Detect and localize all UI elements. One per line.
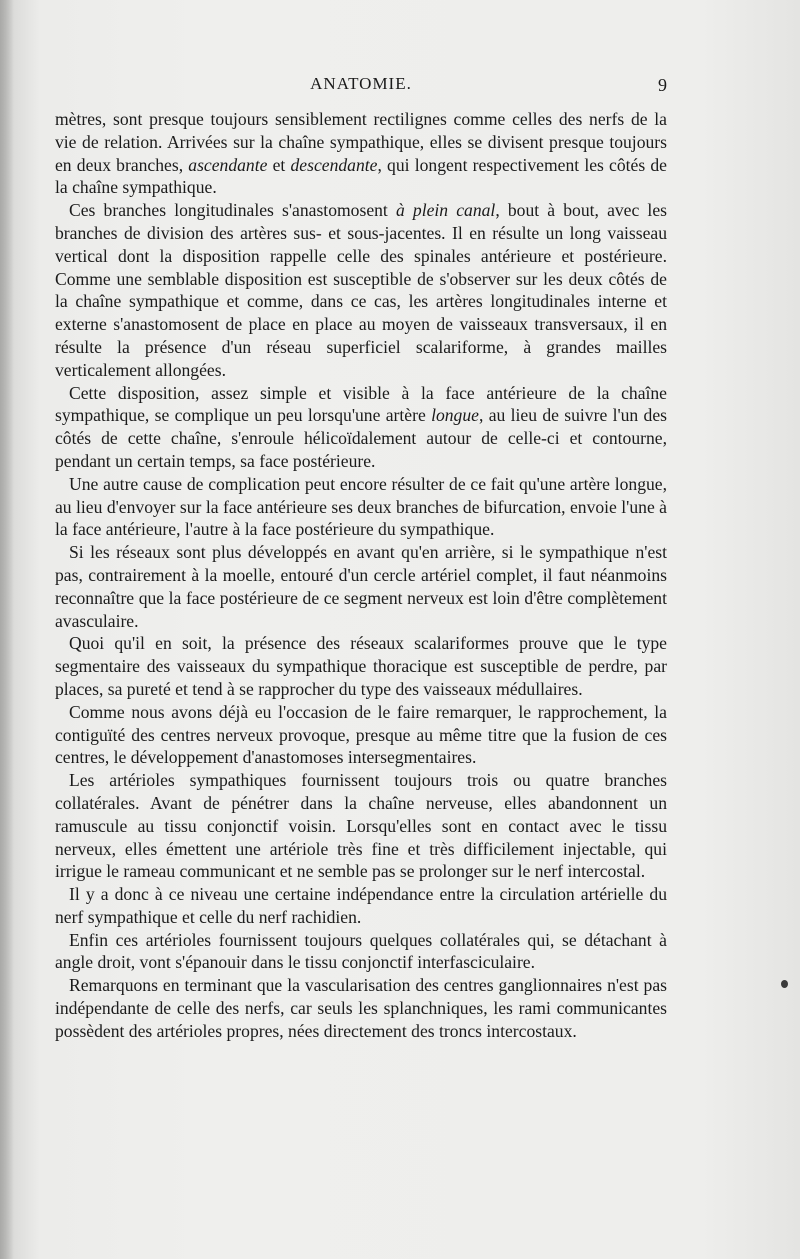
italic-term: ascendante	[188, 154, 268, 175]
running-title: ANATOMIE.	[310, 74, 412, 93]
paragraph-11: Remarquons en terminant que la vascularisation des centres ganglionnaires n'est pas indépendante de celle des nerfs, car seuls les splanchniques, les rami communicantes possèdent des artérioles propres, nées directement des troncs intercostaux.	[55, 975, 667, 1041]
spine-shadow	[0, 0, 14, 1259]
paragraph-7: Comme nous avons déjà eu l'occasion de le faire remarquer, le rapprochement, la contiguïté des centres nerveux provoque, presque au même titre que la fusion de ces centres, le développement d'anastomoses intersegmentaires.	[55, 701, 667, 768]
running-head	[55, 74, 667, 96]
paragraph-2: Ces branches longitudinales s'anastomosent à plein canal, bout à bout, avec les branches de division des artères sus- et sous-jacentes. Il en résulte un long vaisseau vertical dont la disposition rappelle celle des spinales antérieure et postérieure. Comme une semblable disposition est susceptible de s'observer sur les deux côtés de la chaîne sympathique et comme, dans ce cas, les artères longitudinales interne et externe s'anastomosent de place en place au moyen de vaisseaux transversaux, il en résulte la présence d'un réseau superficiel scalariforme, à grandes mailles verticalement allongées.	[55, 200, 667, 380]
italic-term: descendante	[290, 154, 378, 175]
paragraph-4: Une autre cause de complication peut encore résulter de ce fait qu'une artère longue, au lieu d'envoyer sur la face antérieure ses deux branches de bifurcation, envoie l'une à la face antérieure, l'autre à la face postérieure du sympathique.	[55, 473, 667, 540]
paragraph-6: Quoi qu'il en soit, la présence des réseaux scalariformes prouve que le type segmentaire des vaisseaux du sympathique thoracique est susceptible de perdre, par places, sa pureté et tend à se rapprocher du type des vaisseaux médullaires.	[55, 633, 667, 699]
body-text	[55, 108, 667, 1043]
paragraph-9: Il y a donc à ce niveau une certaine indépendance entre la circulation artérielle du nerf sympathique et celle du nerf rachidien.	[55, 884, 667, 927]
paragraph-10: Enfin ces artérioles fournissent toujours quelques collatérales qui, se détachant à angle droit, vont s'épanouir dans le tissu conjonctif interfasciculaire.	[55, 929, 667, 973]
paragraph-3: Cette disposition, assez simple et visible à la face antérieure de la chaîne sympathique, se complique un peu lorsqu'une artère longue, au lieu de suivre l'un des côtés de cette chaîne, s'enroule hélicoïdalement autour de celle-ci et contourne, pendant un certain temps, sa face postérieure.	[55, 382, 667, 471]
ink-speck	[781, 980, 788, 988]
paragraph-8: Les artérioles sympathiques fournissent toujours trois ou quatre branches collatérales. Avant de pénétrer dans la chaîne nerveuse, elles abandonnent un ramuscule au tissu conjonctif voisin. Lorsqu'elles sont en contact avec le tissu nerveux, elles émettent une artériole très fine et très difficilement injectable, qui irrigue le rameau communicant et ne semble pas se prolonger sur le nerf intercostal.	[55, 770, 667, 882]
paragraph-1: mètres, sont presque toujours sensiblement rectilignes comme celles des nerfs de la vie de relation. Arrivées sur la chaîne sympathique, elles se divisent presque toujours en deux branches, ascendante et descendante, qui longent respectivement les côtés de la chaîne sympathique.	[55, 109, 667, 198]
page-number: 9	[658, 75, 667, 95]
italic-term: longue	[431, 405, 479, 426]
paragraph-5: Si les réseaux sont plus développés en avant qu'en arrière, si le sympathique n'est pas, contrairement à la moelle, entouré d'un cercle artériel complet, il faut néanmoins reconnaître que la face postérieure de ce segment nerveux est loin d'être complètement avasculaire.	[55, 542, 667, 631]
italic-term: à plein canal	[395, 200, 496, 221]
